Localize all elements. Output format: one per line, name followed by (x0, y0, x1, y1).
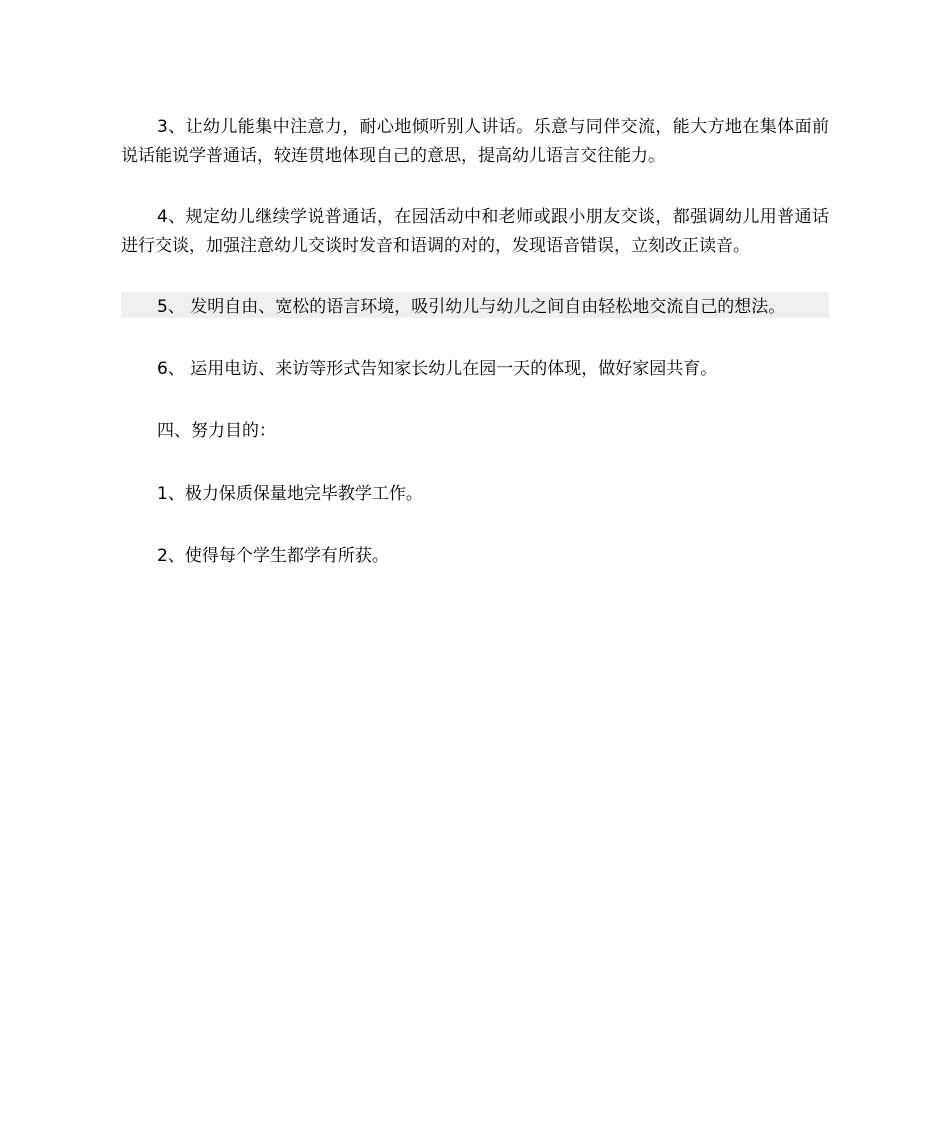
paragraph-item-3: 3、让幼儿能集中注意力，耐心地倾听别人讲话。乐意与同伴交流，能大方地在集体面前说话能说学普通话，较连贯地体现自己的意思，提高幼儿语言交往能力。 (121, 117, 829, 166)
section-heading-goals: 四、努力目的： (157, 421, 276, 441)
paragraph-item-4: 4、规定幼儿继续学说普通话，在园活动中和老师或跟小朋友交谈，都强调幼儿用普通话进行交谈，加强注意幼儿交谈时发音和语调的对的，发现语音错误，立刻改正读音。 (121, 207, 829, 256)
paragraph-item-5-highlighted: 5、 发明自由、宽松的语言环境，吸引幼儿与幼儿之间自由轻松地交流自己的想法。 (121, 292, 829, 318)
paragraph-item-6: 6、 运用电访、来访等形式告知家长幼儿在园一天的体现，做好家园共育。 (157, 359, 718, 379)
goal-item-2: 2、使得每个学生都学有所获。 (157, 546, 389, 566)
goal-item-1: 1、极力保质保量地完毕教学工作。 (157, 484, 423, 504)
